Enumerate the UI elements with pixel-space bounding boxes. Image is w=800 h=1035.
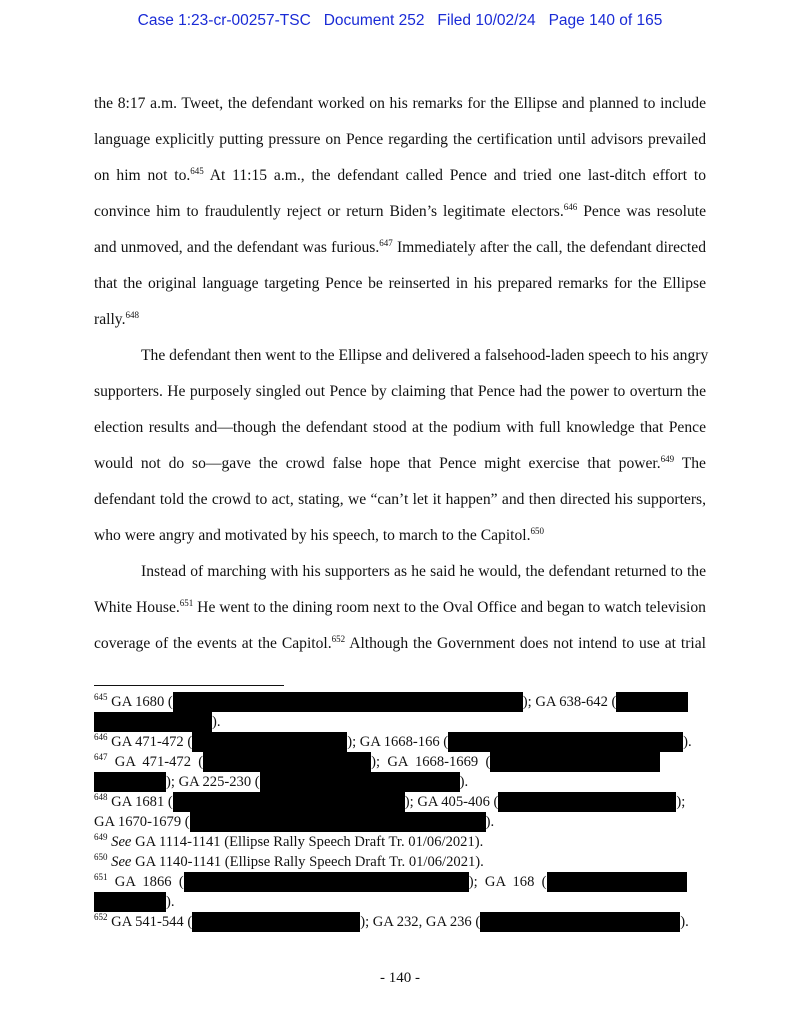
- footnote-line: ).: [94, 892, 706, 912]
- footnote-number: 649: [94, 832, 108, 842]
- footnote: [94, 752, 706, 792]
- footnote-ref[interactable]: 645: [190, 166, 204, 176]
- footnote-line: $^{652}$ GA 541-544 ( ); GA 232, GA 236 ( ).: [94, 912, 689, 930]
- redaction-block: [490, 752, 660, 772]
- footnote: [94, 852, 706, 872]
- text-line: election results and—though the defendant stood at the podium with full knowledge that Pence: [94, 419, 706, 436]
- text-line: Instead of marching with his supporters as he said he would, the defendant returned to the: [141, 563, 706, 580]
- text-line: coverage of the events at the Capitol.$^{652}$ Although the Government does not intend to use at trial: [94, 634, 706, 652]
- redaction-block: [547, 872, 687, 892]
- text-line: language explicitly putting pressure on Pence regarding the certification until advisors prevailed: [94, 131, 706, 148]
- redaction-block: [192, 912, 360, 932]
- footnote-ref[interactable]: 651: [179, 598, 194, 608]
- redaction-block: [448, 732, 683, 752]
- text-line: the 8:17 a.m. Tweet, the defendant worked on his remarks for the Ellipse and planned to include: [94, 95, 706, 112]
- redaction-block: [616, 692, 688, 712]
- footnote-number: 652: [94, 912, 108, 922]
- redaction-block: [94, 712, 212, 732]
- footnote-ref[interactable]: 647: [379, 238, 393, 248]
- redaction-block: [192, 732, 347, 752]
- redaction-block: [260, 772, 460, 792]
- redaction-block: [498, 792, 676, 812]
- footnote-separator: [94, 685, 284, 686]
- footnote-line: $^{648}$ GA 1681 ( ); GA 405-406 ( );: [94, 792, 686, 810]
- footnote-number: 648: [94, 792, 108, 802]
- footnote: [94, 872, 706, 912]
- redaction-block: [203, 752, 371, 772]
- body-text: [94, 86, 709, 662]
- paragraph: [94, 554, 706, 662]
- footnote-line: $^{651}$ GA 1866 ( ); GA 168 (: [94, 872, 706, 892]
- text-line: that the original language targeting Pence be reinserted in his prepared remarks for the Ellipse: [94, 275, 706, 292]
- text-line: and unmoved, and the defendant was furious.$^{647}$ Immediately after the call, the defendant directed: [94, 238, 706, 256]
- footnote-number: 651: [94, 872, 108, 882]
- footnote-line: $^{650}$ See GA 1140-1141 (Ellipse Rally Speech Draft Tr. 01/06/2021).: [94, 852, 484, 870]
- footnote-number: 646: [94, 732, 108, 742]
- footnote-line: $^{646}$ GA 471-472 ( ); GA 1668-166 ( ).: [94, 732, 692, 750]
- footnote-ref[interactable]: 646: [563, 202, 578, 212]
- footnote-line: GA 1670-1679 ( ).: [94, 814, 495, 830]
- footnote-line: $^{647}$ GA 471-472 ( ); GA 1668-1669 (: [94, 752, 706, 772]
- text-line: supporters. He purposely singled out Pence by claiming that Pence had the power to overturn the: [94, 383, 706, 400]
- paragraph: [94, 338, 709, 554]
- footnote-line: $^{649}$ See GA 1114-1141 (Ellipse Rally Speech Draft Tr. 01/06/2021).: [94, 832, 484, 850]
- text-line: The defendant then went to the Ellipse and delivered a falsehood-laden speech to his angry: [141, 347, 709, 364]
- footnote: [94, 732, 706, 752]
- redaction-block: [190, 812, 486, 832]
- footnote-number: 645: [94, 692, 108, 702]
- text-line: who were angry and motivated by his speech, to march to the Capitol.$^{650}$: [94, 526, 545, 544]
- redaction-block: [94, 772, 166, 792]
- footnote-line: ); GA 225-230 ( ).: [94, 772, 706, 792]
- case-header: Case 1:23-cr-00257-TSC Document 252 Filed 10/02/24 Page 140 of 165: [137, 12, 663, 29]
- footnote-number: 650: [94, 852, 108, 862]
- footnote-ref[interactable]: 652: [331, 634, 346, 644]
- footnote-line: ).: [94, 712, 706, 732]
- text-line: convince him to fraudulently reject or return Biden’s legitimate electors.$^{646}$ Pence was resolute: [94, 202, 706, 220]
- text-line: White House.$^{651}$ He went to the dining room next to the Oval Office and began to watch television: [94, 598, 706, 616]
- redaction-block: [173, 692, 523, 712]
- footnote-ref[interactable]: 648: [125, 310, 139, 320]
- footnotes: [94, 692, 706, 932]
- text-line: defendant told the crowd to act, stating, we “can’t let it happen” and then directed his supporters,: [94, 491, 706, 508]
- footnote: [94, 832, 706, 852]
- footnote: [94, 692, 706, 732]
- footnote-ref[interactable]: 650: [530, 526, 545, 536]
- footnote: [94, 912, 706, 932]
- footnote-number: 647: [94, 752, 108, 762]
- redaction-block: [173, 792, 405, 812]
- redaction-block: [184, 872, 469, 892]
- text-line: rally.$^{648}$: [94, 310, 139, 328]
- paragraph: [94, 86, 706, 338]
- footnote: [94, 792, 706, 832]
- redaction-block: [94, 892, 166, 912]
- redaction-block: [480, 912, 680, 932]
- text-line: would not do so—gave the crowd false hope that Pence might exercise that power.$^{649}$ The: [94, 454, 706, 472]
- footnote-ref[interactable]: 649: [660, 454, 675, 464]
- footnote-line: $^{645}$ GA 1680 ( ); GA 638-642 (: [94, 692, 706, 712]
- page-number: - 140 -: [380, 970, 420, 986]
- text-line: on him not to.$^{645}$ At 11:15 a.m., the defendant called Pence and tried one last-ditch effort to: [94, 166, 706, 184]
